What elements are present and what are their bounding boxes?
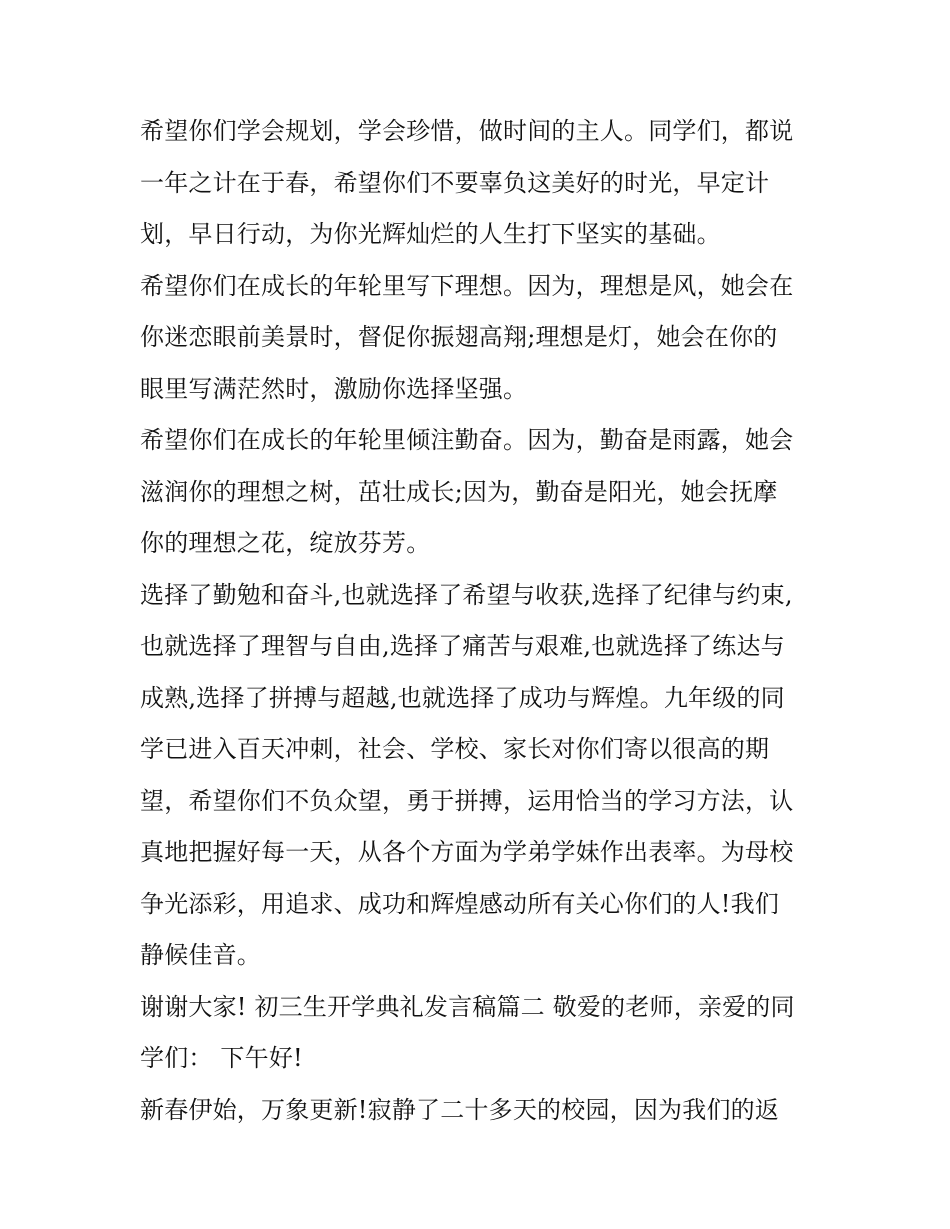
text-line: 希望你们在成长的年轮里倾注勤奋。因为，勤奋是雨露，她会 <box>140 426 794 454</box>
text-line: 争光添彩，用追求、成功和辉煌感动所有关心你们的人!我们 <box>140 889 780 918</box>
text-line: 成熟,选择了拼搏与超越,也就选择了成功与辉煌。九年级的同 <box>140 683 785 712</box>
text-line: 也就选择了理智与自由,选择了痛苦与艰难,也就选择了练达与 <box>140 632 785 660</box>
text-line: 滋润你的理想之树，茁壮成长;因为，勤奋是阳光，她会抚摩 <box>140 477 778 506</box>
text-line: 真地把握好每一天，从各个方面为学弟学妹作出表率。为母校 <box>140 838 794 866</box>
text-line: 谢谢大家! 初三生开学典礼发言稿篇二 敬爱的老师，亲爱的同 <box>140 992 795 1021</box>
text-line: 希望你们学会规划，学会珍惜，做时间的主人。同学们，都说 <box>140 117 794 145</box>
text-line: 学们： 下午好! <box>140 1044 303 1072</box>
text-line: 眼里写满茫然时，激励你选择坚强。 <box>140 374 528 403</box>
text-line: 划，早日行动，为你光辉灿烂的人生打下坚实的基础。 <box>140 220 721 248</box>
text-line: 你迷恋眼前美景时，督促你振翅高翔;理想是灯，她会在你的 <box>140 323 778 351</box>
text-line: 静候佳音。 <box>140 941 261 969</box>
text-line: 新春伊始，万象更新!寂静了二十多天的校园，因为我们的返 <box>140 1095 780 1124</box>
text-line: 希望你们在成长的年轮里写下理想。因为，理想是风，她会在 <box>140 271 794 300</box>
text-line: 学已进入百天冲刺，社会、学校、家长对你们寄以很高的期 <box>140 735 770 763</box>
text-line: 望，希望你们不负众望，勇于拼搏，运用恰当的学习方法，认 <box>140 786 794 815</box>
text-line: 一年之计在于春，希望你们不要辜负这美好的时光，早定计 <box>140 168 770 197</box>
text-line: 你的理想之花，绽放芬芳。 <box>140 529 431 557</box>
document-body <box>140 106 820 1136</box>
text-line: 选择了勤勉和奋斗,也就选择了希望与收获,选择了纪律与约束, <box>140 580 793 609</box>
